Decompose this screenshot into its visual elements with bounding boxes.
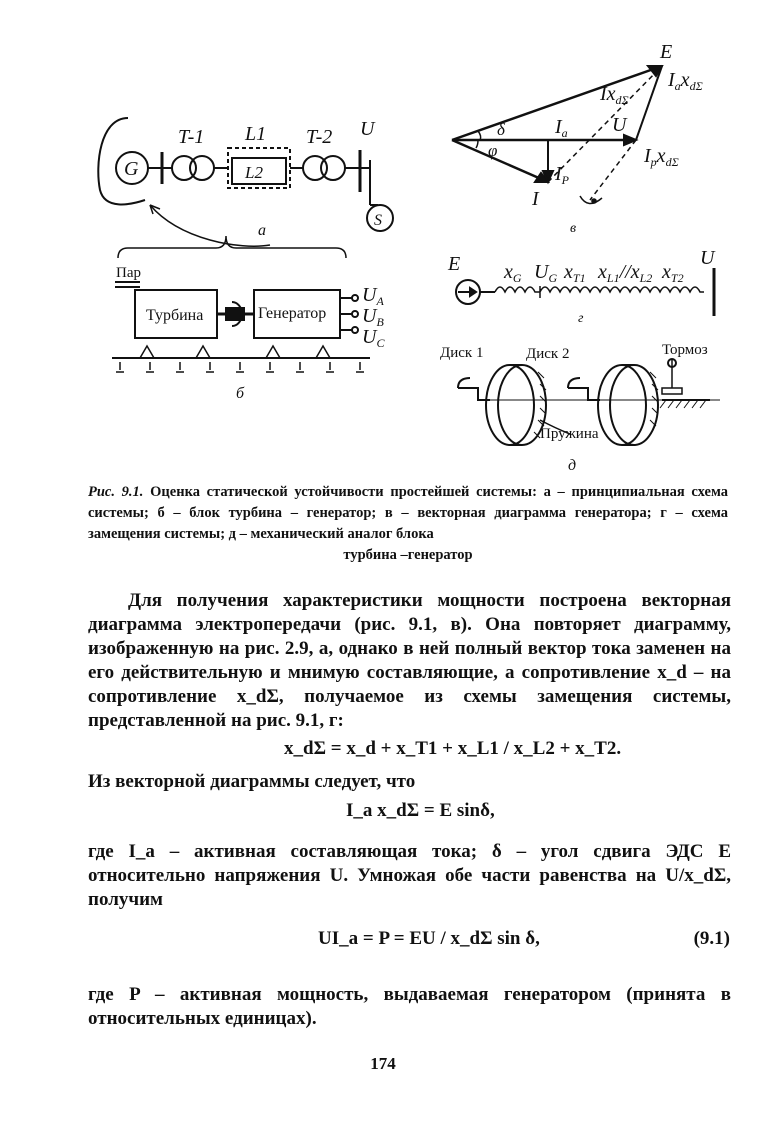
label-ub: U [362, 305, 377, 327]
label-ug: U [534, 261, 549, 283]
label-u-v: U [612, 114, 627, 136]
label-part-g: г [578, 311, 584, 326]
label-ia: I [555, 116, 562, 138]
svg-text:UG: $U_G$ [534, 261, 558, 285]
svg-text:UA: $U_A$ [362, 284, 384, 308]
label-generator: Генератор [258, 305, 327, 322]
label-u-g: U [700, 247, 715, 269]
svg-text:xT1: $x_{T1}$ [564, 261, 586, 285]
paragraph-4: где P – активная мощность, выдаваемая генератором (принята в относительных единицах). [88, 984, 731, 1029]
svg-text:xG: $x_G$ [504, 261, 522, 285]
label-l1: L1 [245, 123, 267, 145]
svg-text:Ia: $I_a$ [555, 116, 568, 140]
label-u-a: U [360, 118, 375, 140]
page-number: 174 [370, 1054, 396, 1073]
label-turbine: Турбина [146, 307, 204, 324]
label-phi: φ [488, 141, 498, 160]
label-uc: U [362, 326, 377, 348]
svg-text:IxdΣ: $Ix_{d\Sigma}$ [600, 83, 629, 107]
label-part-v: в [570, 221, 577, 236]
equation-3: UI_a = P = EU / x_dΣ sin δ, [318, 928, 540, 949]
svg-text:xL1//xL2: $x_{L1}//x_{L2}$ [598, 261, 653, 285]
vector-iaxd [636, 66, 662, 140]
svg-text:UB: $U_B$ [362, 305, 384, 329]
svg-text:IaxdΣ: $I_ax_{d\Sigma}$ [668, 69, 703, 93]
label-xg: x [504, 261, 513, 283]
label-ipxd: I [644, 145, 651, 167]
zoom-arrow [150, 205, 270, 246]
disk-1 [486, 365, 534, 445]
label-part-b: б [236, 385, 245, 402]
caption-last-line: турбина –генератор [343, 547, 473, 563]
label-ua: U [362, 284, 377, 306]
paragraph-3: где I_a – активная составляющая тока; δ – угол сдвига ЭДС E относительно напряжения U. Умножая обе части равенства на U/x_dΣ, получим [88, 841, 731, 910]
label-i: I [532, 188, 539, 210]
caption-text: Оценка статической устойчивости простейшей системы: а – принципиальная схема системы; б – блок турбина – генератор; в – векторная диаграмма генератора; г – схема замещения системы; д – механический аналог блока [88, 484, 728, 542]
label-l2: L2 [245, 163, 263, 182]
label-part-d: д [568, 457, 577, 474]
label-xt1: x [564, 261, 573, 283]
label-s: S [374, 212, 382, 229]
label-part-a: а [258, 222, 266, 239]
label-ixd: Ix [600, 83, 616, 105]
equation-1: x_dΣ = x_d + x_T1 + x_L1 / x_L2 + x_T2. [284, 738, 622, 759]
label-spring: Пружина [540, 426, 599, 442]
label-steam: Пар [116, 265, 141, 281]
figure-caption [88, 482, 728, 566]
vector-i [452, 140, 548, 182]
svg-text:UC: $U_C$ [362, 326, 385, 350]
angle-delta-arc [478, 131, 481, 140]
label-disk1: Диск 1 [440, 345, 484, 361]
disk-2 [598, 365, 646, 445]
label-e-g: E [448, 253, 461, 275]
equation-number: (9.1) [693, 928, 730, 949]
svg-text:xT2: $x_{T2}$ [662, 261, 684, 285]
label-iaxd: I [668, 69, 675, 91]
label-xl1: x [598, 261, 607, 283]
figure-9-1 [0, 0, 766, 480]
label-g: G [124, 158, 139, 180]
caption-label: Рис. 9.1. [88, 484, 144, 500]
label-t2: T-2 [306, 126, 333, 148]
label-ip: I [555, 163, 562, 185]
inductance-chain [495, 286, 704, 298]
paragraph-1: Для получения характеристики мощности построена векторная диаграмма электропередачи (рис. 9.1, в). Она повторяет диаграмму, изображенную на рис. 2.9, а, однако в ней полный вектор тока заменен на его действительную и мнимую составляющие, а сопротивление x_d – на сопротивление x_dΣ, получаемое из схемы замещения системы, представленной на рис. 9.1, г: [88, 590, 731, 731]
paragraph-2: Из векторной диаграммы следует, что [88, 771, 416, 792]
svg-text:IP: $I_P$ [555, 163, 570, 187]
label-brake: Тормоз [662, 342, 708, 358]
svg-text:IpxdΣ: $I_px_{d\Sigma}$ [644, 145, 679, 169]
equation-2: I_a x_dΣ = E sinδ, [346, 800, 495, 821]
label-e-v: E [660, 41, 673, 63]
label-disk2: Диск 2 [526, 346, 570, 362]
brace [118, 236, 346, 258]
label-t1: T-1 [178, 126, 205, 148]
label-xt2: x [662, 261, 671, 283]
label-delta: δ [497, 120, 505, 139]
vector-ipxd [590, 140, 636, 200]
